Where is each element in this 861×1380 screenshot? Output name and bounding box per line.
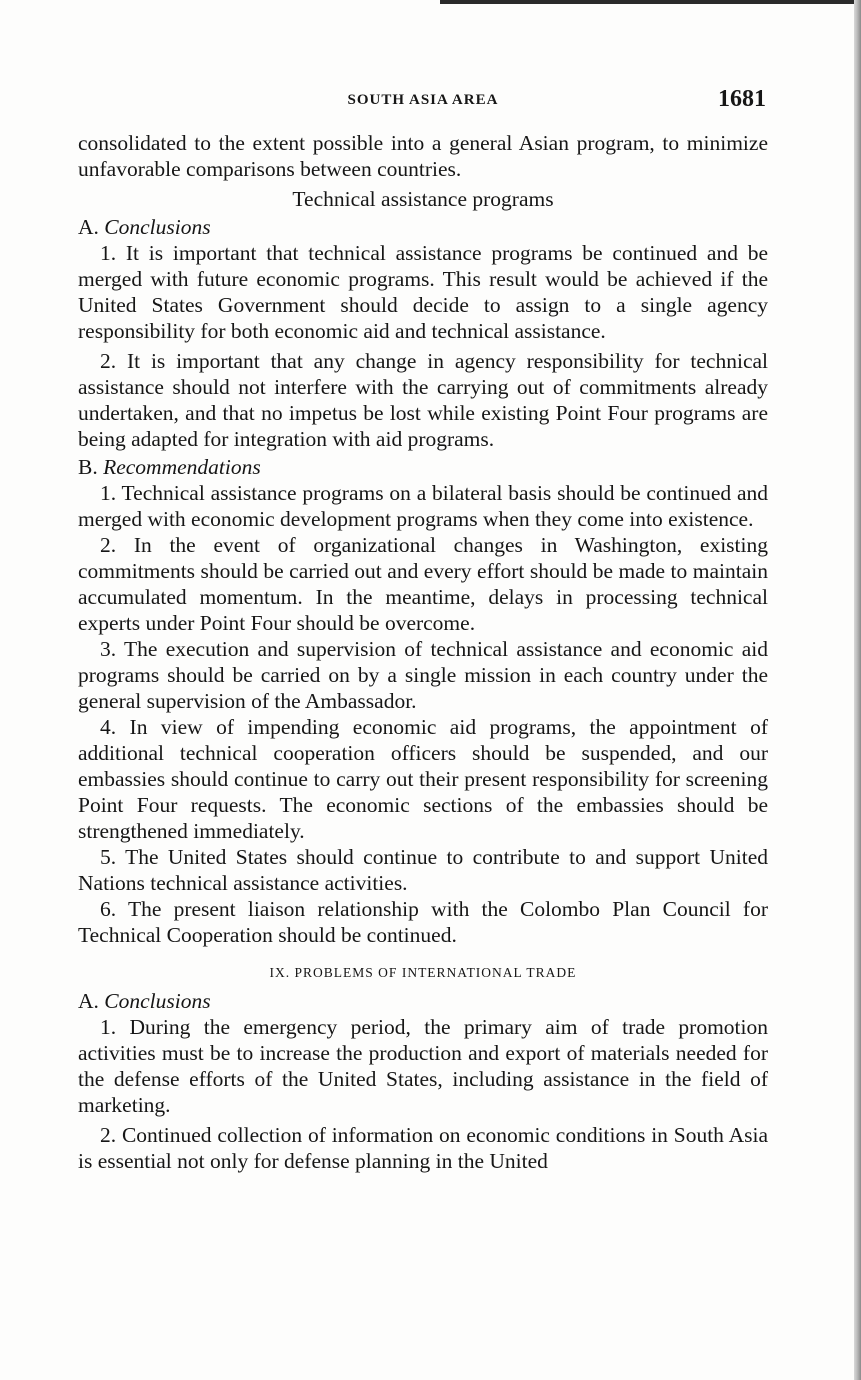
scan-binding-edge bbox=[854, 0, 861, 1380]
tech-recommendations-letter: B. bbox=[78, 455, 98, 479]
tech-assistance-heading: Technical assistance programs bbox=[292, 187, 554, 211]
tech-recommendation-5: 5. The United States should continue to contribute to and support United Nations technical assistance activities. bbox=[78, 845, 768, 895]
tech-conclusion-2: 2. It is important that any change in agency responsibility for technical assistance should not interfere with the carrying out of commitments already undertaken, and that no impetus be lost while existing Point Four programs are being adapted for integration with aid programs. bbox=[78, 349, 768, 451]
tech-recommendation-4: 4. In view of impending economic aid programs, the appointment of additional technical cooperation officers should be suspended, and our embassies should continue to carry out their present responsibility for screening Point Four requests. The economic sections of the embassies should be strengthened immediately. bbox=[78, 715, 768, 843]
trade-conclusions-heading bbox=[78, 988, 768, 1014]
carryover-paragraph: consolidated to the extent possible into a general Asian program, to minimize unfavorable comparisons between countries. bbox=[78, 131, 768, 181]
page-header bbox=[78, 86, 768, 120]
page-body bbox=[78, 130, 768, 1174]
running-head: SOUTH ASIA AREA bbox=[347, 92, 499, 108]
tech-recommendation-2: 2. In the event of organizational changes in Washington, existing commitments should be carried out and every effort should be made to maintain accumulated momentum. In the meantime, delays in processing technical experts under Point Four should be overcome. bbox=[78, 533, 768, 635]
tech-conclusion-1: 1. It is important that technical assistance programs be continued and be merged with future economic programs. This result would be achieved if the United States Government should decide to assign to a single agency responsibility for both economic aid and technical assistance. bbox=[78, 241, 768, 343]
tech-recommendation-1: 1. Technical assistance programs on a bilateral basis should be continued and merged with economic development programs when they come into existence. bbox=[78, 481, 768, 531]
tech-recommendation-3: 3. The execution and supervision of technical assistance and economic aid programs should be carried on by a single mission in each country under the general supervision of the Ambassador. bbox=[78, 637, 768, 713]
trade-conclusions-letter: A. bbox=[78, 989, 99, 1013]
trade-conclusion-1: 1. During the emergency period, the primary aim of trade promotion activities must be to increase the production and export of materials needed for the defense efforts of the United States, including assistance in the field of marketing. bbox=[78, 1015, 768, 1117]
tech-recommendations-heading bbox=[78, 454, 768, 480]
trade-conclusion-2: 2. Continued collection of information on economic conditions in South Asia is essential not only for defense planning in the United bbox=[78, 1123, 768, 1173]
tech-recommendation-6: 6. The present liaison relationship with the Colombo Plan Council for Technical Cooperation should be continued. bbox=[78, 897, 768, 947]
scan-top-edge bbox=[440, 0, 861, 4]
tech-recommendations-label: Recommendations bbox=[103, 455, 261, 479]
section-ix-heading: IX. PROBLEMS OF INTERNATIONAL TRADE bbox=[269, 965, 577, 980]
page-number: 1681 bbox=[718, 86, 766, 112]
tech-conclusions-letter: A. bbox=[78, 215, 99, 239]
tech-conclusions-heading bbox=[78, 214, 768, 240]
tech-conclusions-label: Conclusions bbox=[104, 215, 211, 239]
trade-conclusions-label: Conclusions bbox=[104, 989, 211, 1013]
